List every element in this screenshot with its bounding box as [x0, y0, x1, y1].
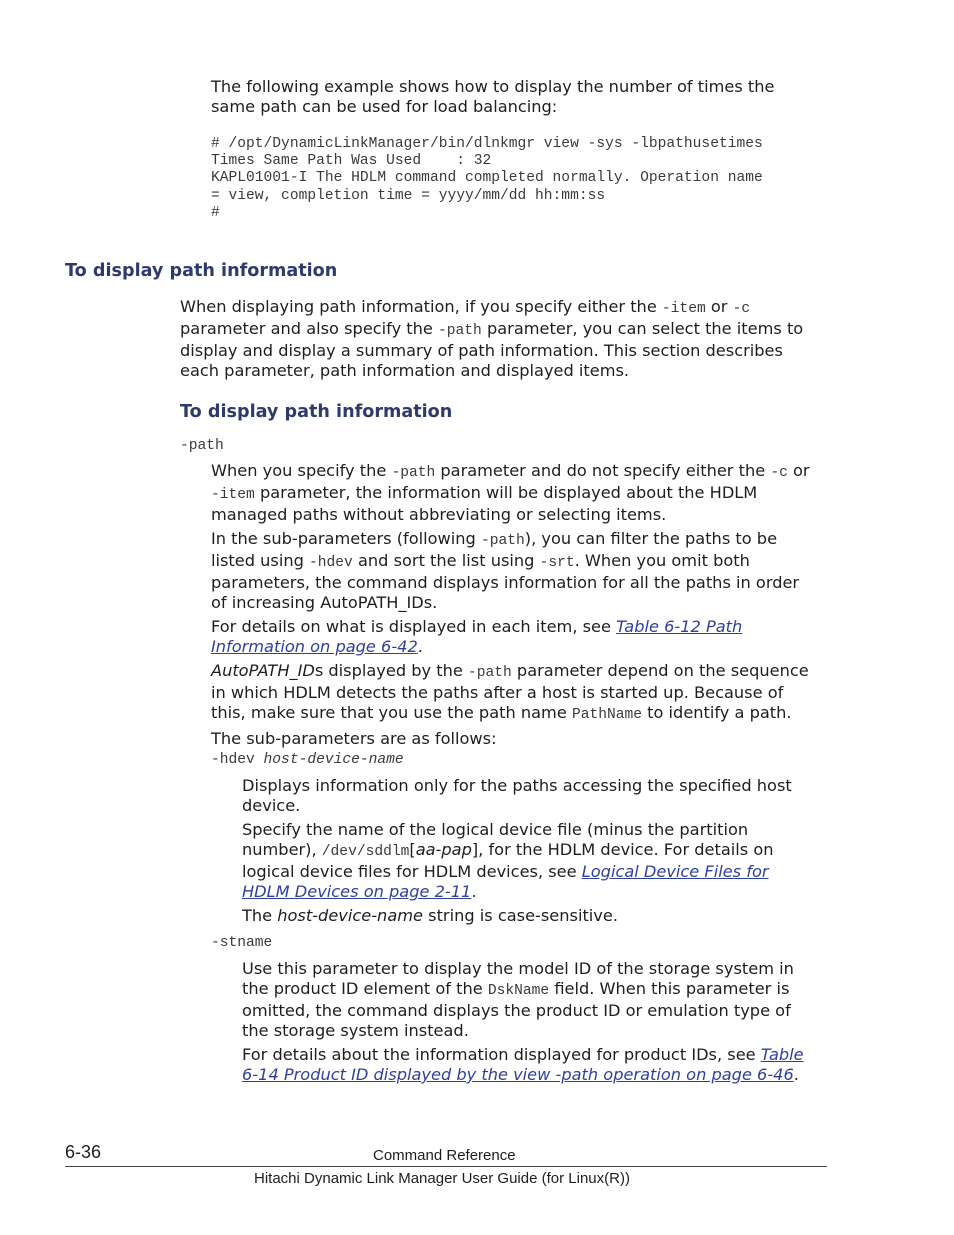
inline-code: /dev/sddlm: [321, 844, 410, 860]
table-6-14-link[interactable]: Table: [760, 1045, 804, 1064]
inline-code: DskName: [487, 983, 550, 999]
text-line: 6-14 Product ID displayed by the view -path operation on page 6-46.: [242, 1065, 799, 1084]
text-line: In the sub-parameters (following -path), you can filter the paths to be: [211, 529, 778, 549]
text-line: display and display a summary of path information. This section describes: [180, 341, 783, 360]
text-line: device.: [242, 796, 301, 815]
text-line: Information on page 6-42.: [211, 637, 423, 656]
inline-code: -path: [391, 465, 436, 481]
stname-parameter-description: [242, 959, 804, 1085]
inline-code: -srt: [539, 555, 575, 571]
code-line: Times Same Path Was Used : 32: [211, 153, 492, 170]
code-line: #: [211, 204, 220, 221]
path-parameter-term: -path: [180, 438, 224, 454]
path-parameter-description: [211, 461, 810, 749]
text-line: Displays information only for the paths accessing the specified host: [242, 776, 792, 795]
text-line: For details about the information displayed for product IDs, see Table: [242, 1045, 804, 1064]
chapter-title: Command Reference: [373, 1147, 516, 1164]
text-line: AutoPATH_IDs displayed by the -path parameter depend on the sequence: [211, 661, 809, 681]
text-line: When displaying path information, if you specify either the -item or -c: [180, 297, 751, 317]
hdev-parameter-description: [242, 776, 792, 926]
text-line: listed using -hdev and sort the list using -srt. When you omit both: [211, 551, 750, 571]
hdev-parameter-term: -hdev host-device-name: [211, 752, 404, 768]
logical-device-files-link[interactable]: Logical Device Files for: [581, 862, 769, 881]
text-line: in which HDLM detects the paths after a host is started up. Because of: [211, 683, 784, 702]
text-line: Specify the name of the logical device file (minus the partition: [242, 820, 749, 839]
page-number: 6-36: [65, 1142, 102, 1162]
intro-paragraph: [211, 77, 774, 117]
inline-code: -c: [732, 301, 751, 317]
text-line: The sub-parameters are as follows:: [211, 729, 497, 748]
stname-parameter-term: -stname: [211, 935, 273, 951]
inline-code: -path: [467, 665, 512, 681]
text-line: number), /dev/sddlm[aa-pap], for the HDLM device. For details on: [242, 840, 774, 860]
code-example: [211, 136, 763, 222]
text-line: the product ID element of the DskName field. When this parameter is: [242, 979, 790, 999]
text-line: managed paths without abbreviating or selecting items.: [211, 505, 667, 524]
inline-code: -hdev: [309, 555, 353, 571]
text-line: HDLM Devices on page 2-11.: [242, 882, 477, 901]
text-line: omitted, the command displays the product ID or emulation type of: [242, 1001, 791, 1020]
text-line: each parameter, path information and displayed items.: [180, 361, 630, 380]
text-line: The host-device-name string is case-sensitive.: [242, 906, 618, 925]
inline-code: PathName: [571, 707, 642, 723]
inline-code: -item: [661, 301, 706, 317]
text-line: this, make sure that you use the path name PathName to identify a path.: [211, 703, 792, 723]
logical-device-files-link[interactable]: HDLM Devices on page 2-11: [242, 882, 472, 901]
inline-code: -path: [480, 533, 525, 549]
text-line: For details on what is displayed in each item, see Table 6-12 Path: [211, 617, 743, 636]
code-line: = view, completion time = yyyy/mm/dd hh:mm:ss: [211, 187, 606, 204]
inline-code: -c: [770, 465, 788, 481]
table-6-12-link[interactable]: Table 6-12 Path: [616, 617, 743, 636]
footer-divider: [65, 1166, 827, 1167]
section-paragraph: [180, 297, 803, 381]
inline-code: -path: [438, 323, 482, 339]
text-line: parameters, the command displays information for all the paths in order: [211, 573, 800, 592]
text-line: parameter and also specify the -path parameter, you can select the items to: [180, 319, 804, 339]
section-heading: To display path information: [65, 261, 338, 281]
intro-line: same path can be used for load balancing:: [211, 97, 558, 116]
intro-line: The following example shows how to display the number of times the: [211, 77, 775, 96]
sub-heading: To display path information: [180, 402, 453, 422]
code-line: # /opt/DynamicLinkManager/bin/dlnkmgr view -sys -lbpathusetimes: [211, 136, 763, 152]
inline-code: -item: [211, 487, 255, 503]
book-title: Hitachi Dynamic Link Manager User Guide (for Linux(R)): [254, 1170, 630, 1187]
text-line: Use this parameter to display the model ID of the storage system in: [242, 959, 794, 978]
text-line: When you specify the -path parameter and do not specify either the -c or: [211, 461, 810, 481]
text-line: logical device files for HDLM devices, see Logical Device Files for: [242, 862, 769, 881]
text-line: the storage system instead.: [242, 1021, 469, 1040]
table-6-14-link[interactable]: 6-14 Product ID displayed by the view -path operation on page 6-46: [242, 1065, 794, 1084]
text-line: of increasing AutoPATH_IDs.: [211, 593, 438, 612]
table-6-12-link[interactable]: Information on page 6-42: [211, 637, 418, 656]
text-line: -item parameter, the information will be displayed about the HDLM: [211, 483, 758, 503]
code-line: KAPL01001-I The HDLM command completed normally. Operation name: [211, 170, 763, 187]
